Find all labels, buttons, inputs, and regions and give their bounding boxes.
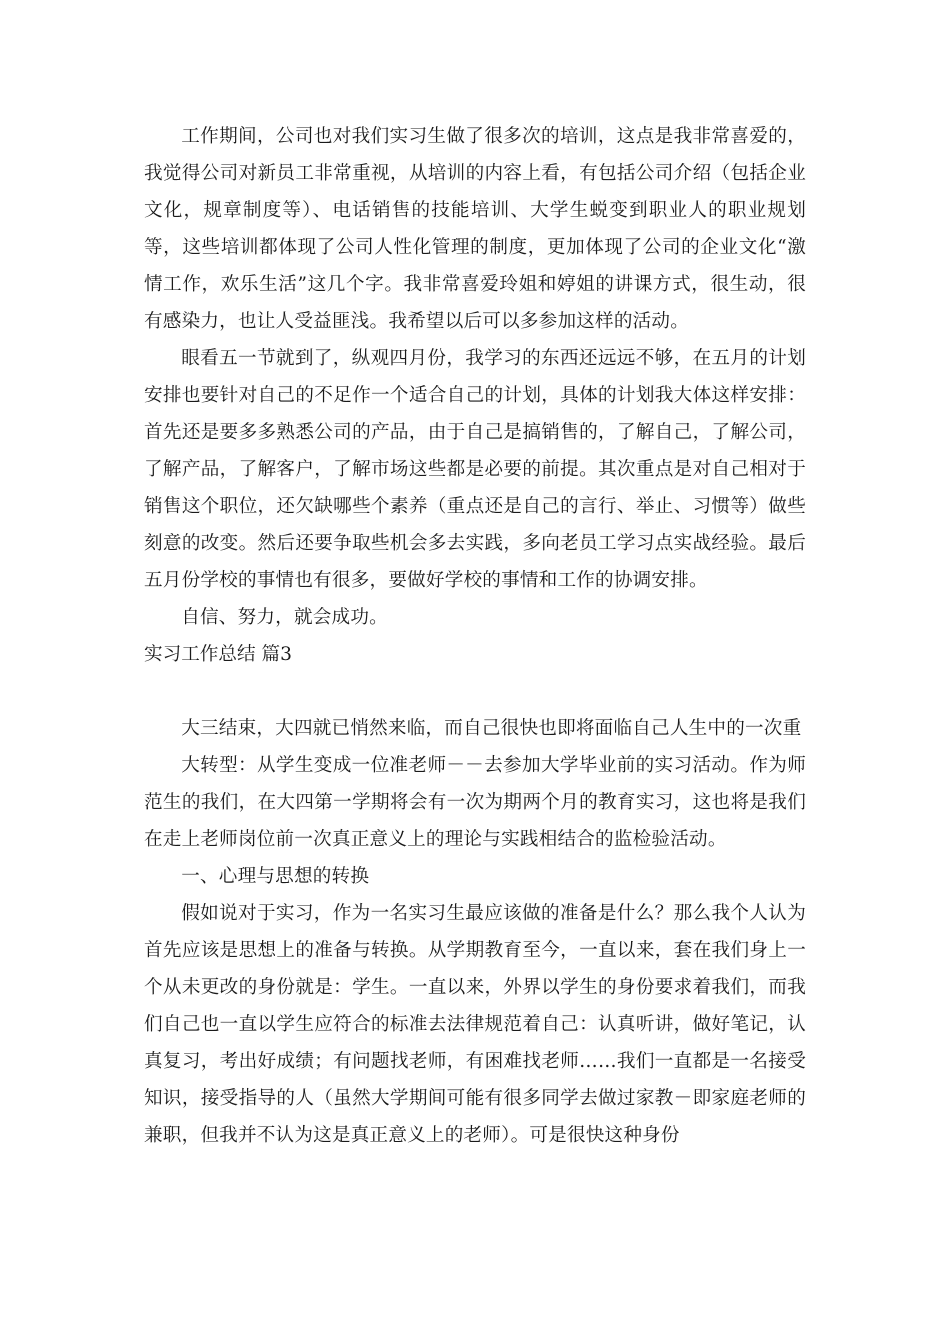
blank-line <box>144 673 806 710</box>
paragraph-transition: 大转型：从学生变成一位准老师－－去参加大学毕业前的实习活动。作为师范生的我们，在大四第一学期将会有一次为期两个月的教育实习，这也将是我们在走上老师岗位前一次真正意义上的理论与实践相结合的监检验活动。 <box>144 755 806 850</box>
section-heading: 实习工作总结 篇3 <box>144 644 292 665</box>
paragraph-may-plan: 眼看五一节就到了，纵观四月份，我学习的东西还远远不够，在五月的计划安排也要针对自己的不足作一个适合自己的计划，具体的计划我大体这样安排：首先还是要多多熟悉公司的产品，由于自己是搞销售的，了解自己，了解公司，了解产品，了解客户，了解市场这些都是必要的前提。其次重点是对自己相对于销售这个职位，还欠缺哪些个素养（重点还是自己的言行、举止、习惯等）做些刻意的改变。然后还要争取些机会多去实践，多向老员工学习点实战经验。最后五月份学校的事情也有很多，要做好学校的事情和工作的协调安排。 <box>144 348 806 591</box>
document-page <box>144 118 806 1154</box>
paragraph-confidence: 自信、努力，就会成功。 <box>181 607 388 628</box>
paragraph-training: 工作期间，公司也对我们实习生做了很多次的培训，这点是我非常喜爱的，我觉得公司对新员工非常重视，从培训的内容上看，有包括公司介绍（包括企业文化，规章制度等）、电话销售的技能培训、大学生蜕变到职业人的职业规划等，这些培训都体现了公司人性化管理的制度，更加体现了公司的企业文化“激情工作，欢乐生活”这几个字。我非常喜爱玲姐和婷姐的讲课方式，很生动，很有感染力，也让人受益匪浅。我希望以后可以多参加这样的活动。 <box>144 126 806 332</box>
subheading-mindset: 一、心理与思想的转换 <box>181 866 370 887</box>
paragraph-senior-year: 大三结束，大四就已悄然来临，而自己很快也即将面临自己人生中的一次重 <box>181 718 802 739</box>
paragraph-preparation: 假如说对于实习，作为一名实习生最应该做的准备是什么？那么我个人认为首先应该是思想上的准备与转换。从学期教育至今，一直以来，套在我们身上一个从未更改的身份就是：学生。一直以来，外界以学生的身份要求着我们，而我们自己也一直以学生应符合的标准去法律规范着自己：认真听讲，做好笔记，认真复习，考出好成绩；有问题找老师，有困难找老师……我们一直都是一名接受知识，接受指导的人（虽然大学期间可能有很多同学去做过家教－即家庭老师的兼职，但我并不认为这是真正意义上的老师）。可是很快这种身份 <box>144 903 806 1146</box>
